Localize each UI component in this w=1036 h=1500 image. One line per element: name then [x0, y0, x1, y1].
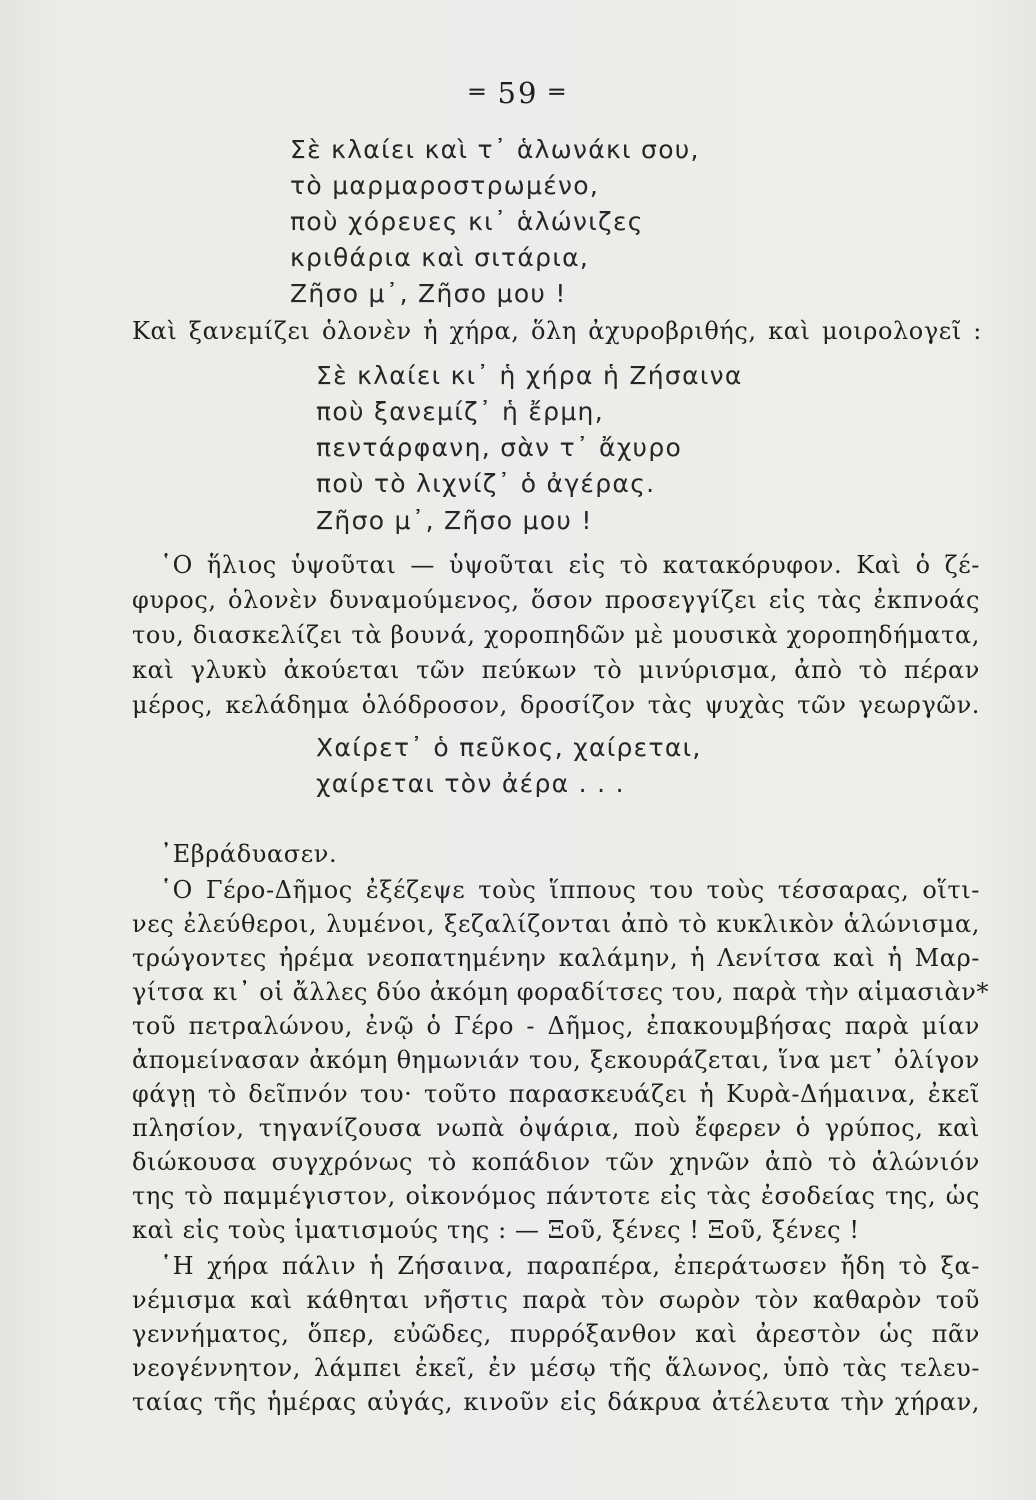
verse-line: πεντάρφανη, σὰν τ᾽ ἄχυρο	[316, 433, 683, 462]
prose-line: νέμισμα καὶ κάθηται νῆστις παρὰ τὸν σωρὸν τὸν καθαρὸν τοῦ	[132, 1286, 980, 1314]
verse-line: Ζῆσο μ᾽, Ζῆσο μου !	[290, 279, 567, 308]
prose-line: του, διασκελίζει τὰ βουνά, χοροπηδῶν μὲ μουσικὰ χοροπηδήματα,	[132, 621, 980, 649]
verse-line: Ζῆσο μ᾽, Ζῆσο μου !	[316, 506, 593, 535]
verse-line: Χαίρετ᾽ ὁ πεῦκος, χαίρεται,	[316, 733, 702, 762]
prose-line: καὶ εἰς τοὺς ἱματισμούς της : — Ξοῦ, ξένες ! Ξοῦ, ξένες !	[132, 1216, 860, 1244]
verse-line: τὸ μαρμαροστρωμένο,	[290, 171, 600, 200]
verse-line: ποὺ χόρευες κι᾽ ἁλώνιζες	[290, 207, 644, 236]
verse-line: Σὲ κλαίει κι᾽ ἡ χήρα ἡ Ζήσαινα	[316, 361, 743, 390]
prose-line: ῾Ο ἥλιος ὑψοῦται — ὑψοῦται εἰς τὸ κατακόρυφον. Καὶ ὁ ζέ-	[160, 551, 980, 579]
page-number: 59	[497, 76, 539, 110]
prose-line: ἀπομείνασαν ἀκόμη θημωνιάν του, ξεκουράζεται, ἵνα μετ᾽ ὀλίγον	[132, 1046, 980, 1074]
prose-line: φυρος, ὁλονὲν δυναμούμενος, ὅσον προσεγγίζει εἰς τὰς ἐκπνοάς	[132, 586, 980, 614]
page-number-header	[0, 76, 1036, 110]
left-double-rule: ═	[469, 78, 487, 106]
verse-line: ποὺ ξανεμίζ᾽ ἡ ἔρμη,	[316, 397, 604, 426]
prose-line: τοῦ πετραλώνου, ἐνῷ ὁ Γέρο - Δῆμος, ἐπακουμβήσας παρὰ μίαν	[132, 1012, 980, 1040]
right-double-rule: ═	[549, 78, 567, 106]
prose-line: γεννήματος, ὅπερ, εὐῶδες, πυρρόξανθον καὶ ἀρεστὸν ὡς πᾶν	[132, 1320, 980, 1348]
verse-line: κριθάρια καὶ σιτάρια,	[290, 243, 590, 272]
verse-line: ποὺ τὸ λιχνίζ᾽ ὁ ἀγέρας.	[316, 469, 656, 498]
prose-line: φάγῃ τὸ δεῖπνόν του· τοῦτο παρασκευάζει ἡ Κυρὰ-Δήμαινα, ἐκεῖ	[132, 1080, 980, 1108]
prose-line: καὶ γλυκὺ ἀκούεται τῶν πεύκων τὸ μινύρισμα, ἀπὸ τὸ πέραν	[132, 656, 980, 684]
prose-line: νες ἐλεύθεροι, λυμένοι, ξεζαλίζονται ἀπὸ τὸ κυκλικὸν ἁλώνισμα,	[132, 910, 980, 938]
prose-line: ῾Η χήρα πάλιν ἡ Ζήσαινα, παραπέρα, ἐπεράτωσεν ἤδη τὸ ξα-	[160, 1252, 980, 1280]
verse-line: χαίρεται τὸν ἀέρα . . .	[316, 769, 625, 798]
prose-line: ῾Ο Γέρο-Δῆμος ἐξέζεψε τοὺς ἵππους του τοὺς τέσσαρας, οἵτι-	[160, 876, 980, 904]
prose-line: διώκουσα συγχρόνως τὸ κοπάδιον τῶν χηνῶν ἀπὸ τὸ ἁλώνιόν	[132, 1148, 980, 1176]
prose-line: της τὸ παμμέγιστον, οἰκονόμος πάντοτε εἰς τὰς ἐσοδείας της, ὡς	[132, 1182, 980, 1210]
prose-line: μέρος, κελάδημα ὁλόδροσον, δροσίζον τὰς ψυχὰς τῶν γεωργῶν.	[132, 691, 980, 719]
prose-line: Καὶ ξανεμίζει ὁλονὲν ἡ χήρα, ὅλη ἀχυροβριθής, καὶ μοιρολογεῖ :	[132, 317, 982, 345]
prose-line: τρώγοντες ἠρέμα νεοπατημένην καλάμην, ἡ Λενίτσα καὶ ἡ Μαρ-	[132, 944, 980, 972]
prose-line: νεογέννητον, λάμπει ἐκεῖ, ἐν μέσῳ τῆς ἅλωνος, ὑπὸ τὰς τελευ-	[132, 1354, 980, 1382]
prose-line: ᾽Εβράδυασεν.	[160, 840, 338, 868]
prose-line: ταίας τῆς ἡμέρας αὐγάς, κινοῦν εἰς δάκρυα ἀτέλευτα τὴν χήραν,	[132, 1388, 980, 1416]
prose-line: πλησίον, τηγανίζουσα νωπὰ ὀψάρια, ποὺ ἔφερεν ὁ γρύπος, καὶ	[132, 1114, 980, 1142]
verse-line: Σὲ κλαίει καὶ τ᾽ ἁλωνάκι σου,	[290, 135, 700, 164]
prose-line: γίτσα κι᾽ οἱ ἄλλες δύο ἀκόμη φοραδίτσες του, παρὰ τὴν αἱμασιὰν*	[132, 978, 990, 1006]
